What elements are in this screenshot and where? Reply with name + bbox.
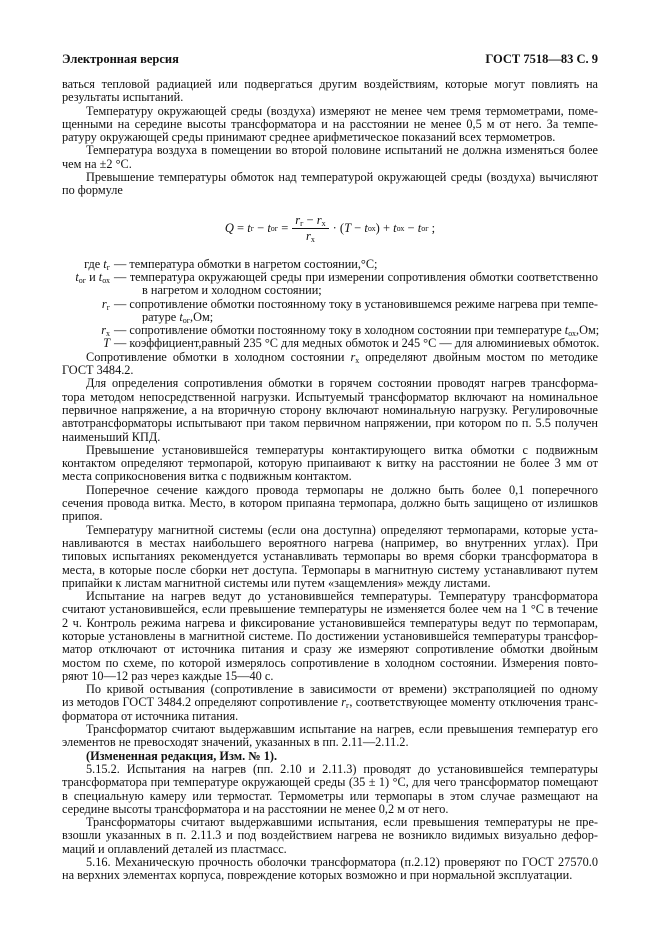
text-segment: — коэффициент,равный 235 °С для медных обмоток и 245 °С — для алюминиевых обмоток.: [114, 336, 600, 351]
text-line: навливаются в местах наибольшего вероятного нагрева (например, во внутренних углах). При: [62, 535, 598, 550]
text-line: щенными на середине высоты трансформатора и на расстоянии не менее 0,5 м от него. За темпе-: [62, 116, 598, 131]
text-segment: , соответствующее моменту отключения транс-: [349, 695, 598, 710]
paragraph: [62, 377, 598, 443]
text-line: Температура воздуха в помещении во второй половине испытаний не должна изменяться более: [86, 143, 598, 158]
paragraph: [62, 78, 598, 105]
definition-text: [114, 271, 598, 298]
fraction-denominator: [306, 229, 315, 243]
text-line: Испытание на нагрев ведут до установившейся температуры. Температуру трансформатора: [86, 589, 598, 604]
formula-var: T: [344, 221, 352, 236]
formula: Q = t г − t ог = $\frac{r_г - r_х}{r_х}$ · ( T − t ох ) + t ох − t ог ;: [224, 212, 436, 245]
text-segment: T: [103, 336, 110, 351]
formula-var: t: [267, 221, 271, 236]
text-line: взошли указанных в п. 2.11.3 и под воздействием нагрева не возникло видимых визуально дефор-: [62, 828, 598, 843]
text-segment: х: [355, 355, 360, 365]
formula-var: t: [393, 221, 397, 236]
fraction-numerator: [292, 214, 328, 229]
text-line: [114, 324, 599, 337]
text-line: по формуле: [62, 183, 123, 198]
text-segment: ,Ом;: [576, 323, 600, 338]
text-line: в специальную камеру или термостат. Термометры или термопары в этом случае размещают на: [62, 788, 598, 803]
paragraph: [62, 723, 598, 750]
text-line: ГОСТ 3484.2.: [62, 363, 134, 378]
formula-var: r: [316, 212, 322, 227]
paragraph: [62, 763, 598, 816]
text-line: сечения провода витка. Место, в котором припаяна термопара, должно быть защищено от излишков: [62, 496, 598, 511]
page-header: [62, 52, 598, 67]
text-segment: t: [98, 269, 103, 284]
text-line: на верхних элементах корпуса, повреждение которых возможно и при нормальной эксплуатации.: [62, 868, 573, 883]
definitions-list: [62, 258, 598, 351]
text-line: Температуру окружающей среды (воздуха) измеряют не менее чем тремя термометрами, поме-: [86, 103, 598, 118]
definition-item: [62, 337, 598, 350]
formula-fraction: [292, 214, 328, 244]
text-line: [62, 696, 598, 709]
text-line: места, в которые после сборки нет доступа. Термопары в магнитную систему устанавливают путем: [62, 562, 598, 577]
text-segment: t: [179, 309, 183, 324]
text-line: [114, 271, 598, 284]
text-line: первичное напряжение, а на вторичную сторону включают номинальную нагрузку. Регулировочные: [62, 402, 598, 417]
text-line: Превышение установившейся температуры контактирующего витка обмотки с подвижным: [86, 442, 598, 457]
paragraph: [62, 144, 598, 171]
text-line: 2 ч. Контроль режима нагрева и фиксирование установившейся температуры ведут по термопарам,: [62, 615, 598, 630]
text-segment: r: [101, 323, 106, 338]
definition-text: [114, 258, 598, 271]
definition-item: [62, 324, 598, 337]
text-segment: t: [103, 256, 107, 271]
paragraph: [62, 590, 598, 683]
text-segment: в нагретом и холодном состоянии;: [142, 283, 322, 298]
text-segment: г: [106, 262, 110, 272]
text-line: результаты испытаний.: [62, 90, 184, 105]
paragraph: [62, 524, 598, 590]
definition-term: [62, 258, 114, 271]
definition-text: [114, 337, 599, 350]
formula-q: Q: [224, 221, 234, 236]
text-line: припоя.: [62, 509, 103, 524]
text-line: (Измененная редакция, Изм. № 1).: [86, 748, 278, 763]
text-segment: ,Ом;: [190, 309, 214, 324]
text-line: [114, 258, 598, 271]
text-segment: ох: [102, 275, 110, 285]
document-body: [62, 78, 598, 883]
text-line: маций и оплавлений деталей из пластмасс.: [62, 841, 287, 856]
text-line: ратуру окружающей среды принимают среднее арифметическое показаний всех термометров.: [62, 130, 556, 145]
text-segment: где: [84, 256, 104, 271]
formula-var: r: [306, 229, 311, 244]
header-edition: Электронная версия: [62, 52, 179, 66]
text-segment: г: [346, 701, 350, 711]
definition-term: [62, 337, 114, 350]
formula-var: t: [364, 221, 368, 236]
formula-eq: =: [237, 221, 245, 236]
text-line: мостом по схеме, по которой измерялось сопротивление в холодном состоянии. Измерения повто-: [62, 655, 598, 670]
formula-op: ·: [332, 221, 337, 236]
text-segment: — сопротивление обмотки постоянному току в установившемся режиме нагрева при темпе-: [114, 296, 598, 311]
text-line: элементов не превосходят значений, указанных в пп. 2.11—2.11.2.: [62, 735, 409, 750]
text-segment: определяют двойным мостом по методике: [359, 349, 598, 364]
text-segment: r: [341, 695, 347, 710]
formula-var: t: [247, 221, 251, 236]
paragraph: [62, 351, 598, 378]
paragraph: [62, 750, 598, 763]
text-line: контактом определяют термопарой, которую припаивают к витку на расстоянии не более 3 мм от: [62, 456, 598, 471]
text-line: трансформатора при температуре окружающей среды (35 ± 1) °С, для чего трансформатор помещают: [62, 775, 598, 790]
text-line: Трансформаторы считают выдержавшими испытания, если превышения температуры не пре-: [86, 815, 598, 830]
text-line: [114, 311, 598, 324]
formula-op: −: [407, 221, 415, 236]
paragraph: [62, 484, 598, 524]
text-line: Поперечное сечение каждого провода термопары не должно быть более 0,1 поперечного: [86, 482, 598, 497]
formula-op: +: [382, 221, 390, 236]
formula-sub: х: [321, 218, 326, 228]
text-line: [114, 298, 598, 311]
text-segment: ох: [568, 329, 577, 339]
text-line: [114, 337, 599, 350]
definition-text: [114, 324, 599, 337]
paragraph: [62, 683, 598, 723]
text-segment: t: [75, 269, 79, 284]
text-segment: t: [564, 323, 569, 338]
text-line: наименьший КПД.: [62, 429, 161, 444]
text-segment: х: [106, 329, 110, 339]
definition-term: [62, 271, 114, 298]
text-line: автотрансформаторы испытывают при таком первичном напряжении, при котором по п. 5.5 получен: [62, 416, 598, 431]
text-line: Для определения сопротивления обмотки в горячем состоянии проводят нагрев трансформа-: [86, 376, 598, 391]
header-standard-page: ГОСТ 7518—83 С. 9: [485, 52, 598, 66]
formula-op: −: [306, 212, 314, 227]
text-segment: — температура обмотки в нагретом состоянии,°С;: [114, 256, 378, 271]
text-segment: ратуре: [142, 309, 180, 324]
text-line: типовых испытаниях рекомендуется устанавливать термопары во время сборки трансформатора в: [62, 549, 598, 564]
paragraph: [62, 444, 598, 484]
text-segment: r: [101, 296, 107, 311]
formula-eq: =: [281, 221, 289, 236]
text-line: Трансформатор считают выдержавшим испытание на нагрев, если превышения температур его: [86, 722, 598, 737]
text-line: ваться тепловой радиацией или подвергаться другим воздействиям, которые могут повлиять на: [62, 77, 598, 91]
text-line: Температуру магнитной системы (если она доступна) определяют термопарами, которые уста-: [86, 522, 598, 537]
text-line: 5.15.2. Испытания на нагрев (пп. 2.10 и 2.11.3) проводят до установившейся температуры: [86, 761, 598, 776]
text-line: Превышение температуры обмоток над температурой окружающей среды (воздуха) вычисляют: [86, 170, 598, 185]
text-segment: — сопротивление обмотки постоянному току в холодном состоянии при температуре: [114, 323, 565, 338]
text-segment: ог: [78, 275, 87, 285]
definition-term: [62, 324, 114, 337]
text-block-bottom: [62, 351, 598, 883]
text-line: которые установлены в магнитной системе. По достижении установившейся температуры трансфор-: [62, 628, 598, 643]
text-line: По кривой остывания (сопротивление в зависимости от времени) экстраполяцией по одному: [86, 682, 598, 697]
text-segment: и: [86, 269, 99, 284]
definition-item: [62, 258, 598, 271]
text-line: тора методом непосредственной нагрузки. Испытуемый трансформатор включают на номинальное: [62, 389, 598, 404]
text-line: 5.16. Механическую прочность оболочки трансформатора (п.2.12) проверяют по ГОСТ 27570.0: [86, 855, 598, 870]
text-line: считают установившейся, если превышение температуры не изменяется более чем на 1 °С в течение: [62, 602, 598, 617]
text-segment: ог: [182, 315, 191, 325]
definition-term: [62, 298, 114, 325]
formula-sub: х: [310, 235, 315, 245]
text-line: середине высоты трансформатора и на расстоянии не менее 0,2 м от него.: [62, 801, 449, 816]
definition-text: [114, 298, 598, 325]
text-line: чем на ±2 °С.: [62, 156, 132, 171]
text-line: матор отключают от источника питания и сразу же измеряют сопротивление обмотки двойным: [62, 642, 598, 657]
text-line: ряют 10—12 раз через каждые 15—40 с.: [62, 668, 274, 683]
text-line: форматора от источника питания.: [62, 708, 239, 723]
text-segment: Сопротивление обмотки в холодном состоянии: [86, 349, 351, 364]
formula-var: t: [417, 221, 422, 236]
formula-op: −: [257, 221, 265, 236]
text-line: [114, 284, 598, 297]
text-line: места соприкосновения витка с подвижным контактом.: [62, 469, 352, 484]
text-segment: из методов ГОСТ 3484.2 определяют сопротивление: [62, 695, 342, 710]
text-segment: — температура окружающей среды при измерении сопротивления обмотки соответственно: [114, 269, 598, 284]
text-segment: r: [350, 349, 356, 364]
formula-var: r: [295, 212, 301, 227]
definition-item: [62, 271, 598, 298]
text-line: [62, 351, 598, 364]
paragraph: [62, 171, 598, 198]
text-line: припайки к листам магнитной системы или путем «защемления» между листами.: [62, 575, 491, 590]
formula-op: −: [354, 221, 362, 236]
formula-end: ;: [431, 221, 436, 236]
paragraph: [62, 816, 598, 856]
paragraph: [62, 856, 598, 883]
text-segment: г: [106, 302, 110, 312]
formula-sub: г: [300, 218, 304, 228]
definition-item: [62, 298, 598, 325]
paragraph: [62, 105, 598, 145]
text-block-top: [62, 78, 598, 198]
